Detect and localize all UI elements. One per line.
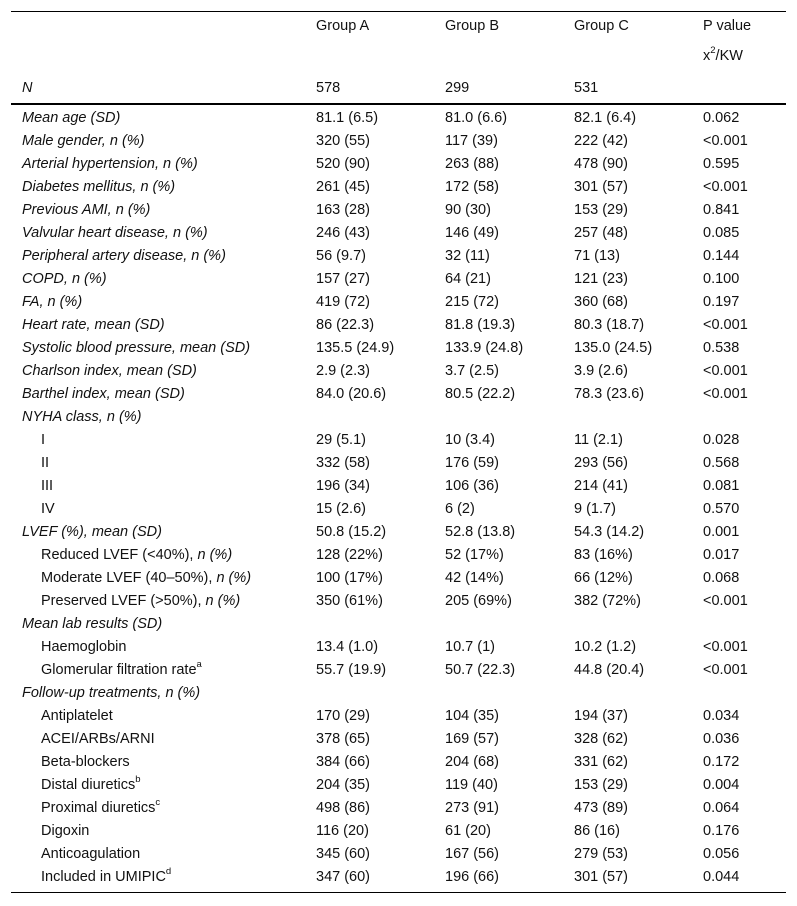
table-row bbox=[0, 475, 797, 498]
table-row bbox=[0, 498, 797, 521]
header-subrow bbox=[0, 45, 797, 68]
row-label bbox=[22, 613, 162, 636]
row-label-text: Barthel index, mean (SD) bbox=[22, 386, 185, 402]
row-label-text: Previous AMI, n (%) bbox=[22, 202, 151, 218]
p-value: 0.176 bbox=[703, 823, 740, 839]
group-c-value: 222 (42) bbox=[574, 133, 629, 149]
n-group-b: 299 bbox=[445, 80, 470, 96]
group-c-value: 214 (41) bbox=[574, 478, 629, 494]
group-b-value: 42 (14%) bbox=[445, 570, 504, 586]
row-label bbox=[41, 797, 160, 820]
row-label bbox=[41, 452, 49, 475]
row-label bbox=[41, 590, 240, 613]
p-value: 0.568 bbox=[703, 455, 740, 471]
group-b-value: 176 (59) bbox=[445, 455, 500, 471]
group-c-value: 11 (2.1) bbox=[574, 432, 623, 448]
table-row bbox=[0, 636, 797, 659]
row-label-text: Included in UMIPIC bbox=[41, 869, 166, 885]
group-a-value: 498 (86) bbox=[316, 800, 371, 816]
group-b-value: 81.8 (19.3) bbox=[445, 317, 516, 333]
group-a-value: 128 (22%) bbox=[316, 547, 383, 563]
row-label-text: LVEF (%), mean (SD) bbox=[22, 524, 162, 540]
group-b-value: 3.7 (2.5) bbox=[445, 363, 499, 379]
row-label-text: Beta-blockers bbox=[41, 754, 130, 770]
row-label-text: III bbox=[41, 478, 54, 494]
group-a-value: 29 (5.1) bbox=[316, 432, 366, 448]
n-group-a: 578 bbox=[316, 80, 341, 96]
row-label bbox=[41, 429, 45, 452]
row-label bbox=[41, 636, 126, 659]
group-a-value: 100 (17%) bbox=[316, 570, 383, 586]
group-b-value: 215 (72) bbox=[445, 294, 500, 310]
row-label bbox=[41, 843, 140, 866]
row-label bbox=[41, 820, 89, 843]
row-label-footnote: c bbox=[155, 797, 161, 809]
group-c-value: 194 (37) bbox=[574, 708, 629, 724]
p-value: 0.172 bbox=[703, 754, 740, 770]
group-c-value: 382 (72%) bbox=[574, 593, 641, 609]
group-a-value: 196 (34) bbox=[316, 478, 371, 494]
table-row bbox=[0, 567, 797, 590]
row-label-text: Mean lab results (SD) bbox=[22, 616, 163, 632]
table-row bbox=[0, 130, 797, 153]
group-a-value: 384 (66) bbox=[316, 754, 371, 770]
row-label bbox=[22, 521, 162, 544]
row-label bbox=[41, 567, 251, 590]
group-b-value: 104 (35) bbox=[445, 708, 500, 724]
group-b-value: 106 (36) bbox=[445, 478, 500, 494]
group-c-value: 82.1 (6.4) bbox=[574, 110, 637, 126]
group-c-value: 71 (13) bbox=[574, 248, 620, 264]
row-label-text: Male gender, n (%) bbox=[22, 133, 145, 149]
group-b-value: 10 (3.4) bbox=[445, 432, 495, 448]
group-c-value: 3.9 (2.6) bbox=[574, 363, 628, 379]
group-c-value: 86 (16) bbox=[574, 823, 620, 839]
row-label bbox=[22, 291, 82, 314]
group-b-value: 64 (21) bbox=[445, 271, 491, 287]
table-row bbox=[0, 659, 797, 682]
group-a-value: 332 (58) bbox=[316, 455, 371, 471]
row-label bbox=[41, 866, 171, 889]
group-a-value: 261 (45) bbox=[316, 179, 371, 195]
row-label-text: Preserved LVEF (>50%), bbox=[41, 593, 206, 609]
row-label bbox=[22, 199, 150, 222]
group-c-value: 360 (68) bbox=[574, 294, 629, 310]
p-value: 0.085 bbox=[703, 225, 740, 241]
group-a-value: 81.1 (6.5) bbox=[316, 110, 379, 126]
header-group-a: Group A bbox=[316, 18, 370, 34]
p-value: <0.001 bbox=[703, 133, 748, 149]
row-label-text: Moderate LVEF (40–50%), bbox=[41, 570, 217, 586]
table-row bbox=[0, 544, 797, 567]
row-label-footnote: a bbox=[196, 659, 202, 671]
row-label-text: IV bbox=[41, 501, 55, 517]
row-label-text: Arterial hypertension, n (%) bbox=[22, 156, 198, 172]
row-label bbox=[22, 130, 145, 153]
table-row bbox=[0, 429, 797, 452]
header-bottom-rule bbox=[11, 103, 786, 105]
p-value: 0.144 bbox=[703, 248, 740, 264]
table-row bbox=[0, 383, 797, 406]
group-c-value: 331 (62) bbox=[574, 754, 629, 770]
group-c-value: 83 (16%) bbox=[574, 547, 633, 563]
group-c-value: 44.8 (20.4) bbox=[574, 662, 645, 678]
group-b-value: 205 (69%) bbox=[445, 593, 512, 609]
p-value: 0.028 bbox=[703, 432, 740, 448]
group-c-value: 328 (62) bbox=[574, 731, 629, 747]
p-value: <0.001 bbox=[703, 317, 748, 333]
group-c-value: 10.2 (1.2) bbox=[574, 639, 637, 655]
group-a-value: 378 (65) bbox=[316, 731, 371, 747]
row-label-text: Mean age (SD) bbox=[22, 110, 121, 126]
group-a-value: 520 (90) bbox=[316, 156, 371, 172]
row-label-text: COPD, n (%) bbox=[22, 271, 107, 287]
row-label bbox=[41, 659, 202, 682]
row-label bbox=[22, 383, 185, 406]
row-label-text: FA, n (%) bbox=[22, 294, 83, 310]
group-c-value: 66 (12%) bbox=[574, 570, 633, 586]
p-value: 0.081 bbox=[703, 478, 740, 494]
group-b-value: 167 (56) bbox=[445, 846, 500, 862]
row-label-text: Proximal diuretics bbox=[41, 800, 156, 816]
p-value: 0.017 bbox=[703, 547, 740, 563]
group-b-value: 117 (39) bbox=[445, 133, 498, 149]
row-label bbox=[22, 682, 200, 705]
table-row bbox=[0, 452, 797, 475]
row-label bbox=[41, 774, 141, 797]
group-a-value: 204 (35) bbox=[316, 777, 371, 793]
group-b-value: 169 (57) bbox=[445, 731, 500, 747]
group-a-value: 2.9 (2.3) bbox=[316, 363, 370, 379]
table-row bbox=[0, 337, 797, 360]
group-c-value: 279 (53) bbox=[574, 846, 629, 862]
table-row bbox=[0, 268, 797, 291]
row-label-text: Digoxin bbox=[41, 823, 90, 839]
table-row bbox=[0, 843, 797, 866]
group-a-value: 84.0 (20.6) bbox=[316, 386, 387, 402]
table-row bbox=[0, 521, 797, 544]
group-b-value: 204 (68) bbox=[445, 754, 500, 770]
table-row bbox=[0, 774, 797, 797]
row-label bbox=[22, 245, 226, 268]
row-label-text: Haemoglobin bbox=[41, 639, 127, 655]
group-b-value: 61 (20) bbox=[445, 823, 491, 839]
group-b-value: 81.0 (6.6) bbox=[445, 110, 508, 126]
group-b-value: 172 (58) bbox=[445, 179, 500, 195]
group-c-value: 153 (29) bbox=[574, 202, 629, 218]
table-row bbox=[0, 613, 797, 636]
group-b-value: 10.7 (1) bbox=[445, 639, 495, 655]
table-row bbox=[0, 866, 797, 889]
group-b-value: 52.8 (13.8) bbox=[445, 524, 516, 540]
group-b-value: 6 (2) bbox=[445, 501, 475, 517]
group-c-value: 301 (57) bbox=[574, 869, 629, 885]
group-a-value: 116 (20) bbox=[316, 823, 369, 839]
group-c-value: 78.3 (23.6) bbox=[574, 386, 645, 402]
row-label-text: Glomerular filtration rate bbox=[41, 662, 197, 678]
row-label bbox=[41, 705, 113, 728]
p-value: 0.062 bbox=[703, 110, 740, 126]
row-label-text: I bbox=[41, 432, 46, 448]
row-label-footnote: d bbox=[165, 866, 172, 878]
p-value: <0.001 bbox=[703, 363, 748, 379]
p-value: 0.056 bbox=[703, 846, 740, 862]
group-a-value: 157 (27) bbox=[316, 271, 371, 287]
group-c-value: 257 (48) bbox=[574, 225, 629, 241]
group-c-value: 135.0 (24.5) bbox=[574, 340, 653, 356]
table-row bbox=[0, 199, 797, 222]
table-row bbox=[0, 176, 797, 199]
group-a-value: 419 (72) bbox=[316, 294, 371, 310]
group-b-value: 133.9 (24.8) bbox=[445, 340, 524, 356]
row-label-text: Valvular heart disease, n (%) bbox=[22, 225, 208, 241]
table-row bbox=[0, 590, 797, 613]
pvalue-sub-post: /KW bbox=[715, 48, 743, 64]
table-row bbox=[0, 682, 797, 705]
group-a-value: 135.5 (24.9) bbox=[316, 340, 395, 356]
p-value: 0.001 bbox=[703, 524, 740, 540]
table-row bbox=[0, 245, 797, 268]
row-label-text: Peripheral artery disease, n (%) bbox=[22, 248, 226, 264]
header-row bbox=[0, 18, 797, 38]
n-row bbox=[0, 80, 797, 100]
pvalue-sub-pre: x bbox=[703, 48, 711, 64]
row-label bbox=[41, 475, 53, 498]
row-label-text: Heart rate, mean (SD) bbox=[22, 317, 165, 333]
group-c-value: 9 (1.7) bbox=[574, 501, 616, 517]
p-value: 0.570 bbox=[703, 501, 740, 517]
row-label-footnote: b bbox=[135, 774, 141, 786]
group-b-value: 90 (30) bbox=[445, 202, 491, 218]
row-label-unit: n (%) bbox=[216, 570, 252, 586]
n-group-c: 531 bbox=[574, 80, 599, 96]
header-p-value: P value bbox=[703, 18, 752, 34]
p-value: <0.001 bbox=[703, 593, 748, 609]
p-value: 0.538 bbox=[703, 340, 740, 356]
group-c-value: 478 (90) bbox=[574, 156, 629, 172]
row-label-unit: n (%) bbox=[205, 593, 241, 609]
row-label-text: Follow-up treatments, n (%) bbox=[22, 685, 201, 701]
group-c-value: 293 (56) bbox=[574, 455, 629, 471]
group-c-value: 301 (57) bbox=[574, 179, 629, 195]
table-row bbox=[0, 820, 797, 843]
group-b-value: 80.5 (22.2) bbox=[445, 386, 516, 402]
group-a-value: 15 (2.6) bbox=[316, 501, 366, 517]
group-b-value: 146 (49) bbox=[445, 225, 500, 241]
row-label-text: Distal diuretics bbox=[41, 777, 136, 793]
table-row bbox=[0, 360, 797, 383]
p-value: <0.001 bbox=[703, 179, 748, 195]
group-c-value: 121 (23) bbox=[574, 271, 629, 287]
row-label bbox=[22, 406, 142, 429]
row-label-text: ACEI/ARBs/ARNI bbox=[41, 731, 155, 747]
group-b-value: 119 (40) bbox=[445, 777, 498, 793]
p-value: 0.068 bbox=[703, 570, 740, 586]
p-value: 0.595 bbox=[703, 156, 740, 172]
table-row bbox=[0, 314, 797, 337]
group-a-value: 347 (60) bbox=[316, 869, 371, 885]
table-row bbox=[0, 291, 797, 314]
row-label-unit: n (%) bbox=[197, 547, 233, 563]
p-value: <0.001 bbox=[703, 386, 748, 402]
table-row bbox=[0, 107, 797, 130]
group-b-value: 196 (66) bbox=[445, 869, 500, 885]
p-value: <0.001 bbox=[703, 639, 748, 655]
group-a-value: 56 (9.7) bbox=[316, 248, 366, 264]
group-c-value: 153 (29) bbox=[574, 777, 629, 793]
row-label bbox=[22, 153, 198, 176]
row-label-text: Anticoagulation bbox=[41, 846, 141, 862]
group-b-value: 32 (11) bbox=[445, 248, 490, 264]
p-value: 0.100 bbox=[703, 271, 740, 287]
table-row bbox=[0, 406, 797, 429]
table-row bbox=[0, 797, 797, 820]
group-a-value: 86 (22.3) bbox=[316, 317, 375, 333]
group-a-value: 350 (61%) bbox=[316, 593, 383, 609]
group-a-value: 320 (55) bbox=[316, 133, 371, 149]
row-label bbox=[22, 337, 250, 360]
row-label bbox=[22, 107, 120, 130]
row-label bbox=[22, 176, 175, 199]
row-label-text: Systolic blood pressure, mean (SD) bbox=[22, 340, 251, 356]
group-b-value: 52 (17%) bbox=[445, 547, 504, 563]
group-a-value: 163 (28) bbox=[316, 202, 371, 218]
p-value: <0.001 bbox=[703, 662, 748, 678]
group-b-value: 50.7 (22.3) bbox=[445, 662, 516, 678]
row-label bbox=[41, 544, 232, 567]
pvalue-sub-sup: 2 bbox=[710, 45, 716, 57]
table-row bbox=[0, 751, 797, 774]
row-label-text: Diabetes mellitus, n (%) bbox=[22, 179, 176, 195]
p-value: 0.841 bbox=[703, 202, 740, 218]
row-label-text: Charlson index, mean (SD) bbox=[22, 363, 197, 379]
row-label-text: Reduced LVEF (<40%), bbox=[41, 547, 198, 563]
group-a-value: 55.7 (19.9) bbox=[316, 662, 387, 678]
group-b-value: 263 (88) bbox=[445, 156, 500, 172]
row-label bbox=[22, 314, 165, 337]
p-value: 0.044 bbox=[703, 869, 740, 885]
p-value: 0.034 bbox=[703, 708, 740, 724]
table-bottom-rule bbox=[11, 892, 786, 893]
header-p-value-test bbox=[703, 45, 743, 64]
group-a-value: 246 (43) bbox=[316, 225, 371, 241]
table-top-rule bbox=[11, 11, 786, 12]
table-row bbox=[0, 728, 797, 751]
group-a-value: 170 (29) bbox=[316, 708, 371, 724]
group-b-value: 273 (91) bbox=[445, 800, 500, 816]
table-row bbox=[0, 153, 797, 176]
p-value: 0.004 bbox=[703, 777, 740, 793]
p-value: 0.036 bbox=[703, 731, 740, 747]
header-group-c: Group C bbox=[574, 18, 629, 34]
header-group-b: Group B bbox=[445, 18, 499, 34]
row-label bbox=[41, 728, 155, 751]
row-label-text: NYHA class, n (%) bbox=[22, 409, 142, 425]
group-a-value: 345 (60) bbox=[316, 846, 371, 862]
row-label bbox=[22, 222, 208, 245]
n-label: N bbox=[22, 80, 33, 96]
p-value: 0.064 bbox=[703, 800, 740, 816]
table-row bbox=[0, 222, 797, 245]
group-a-value: 50.8 (15.2) bbox=[316, 524, 387, 540]
row-label bbox=[41, 751, 130, 774]
row-label bbox=[22, 360, 197, 383]
row-label-text: Antiplatelet bbox=[41, 708, 113, 724]
table-row bbox=[0, 705, 797, 728]
p-value: 0.197 bbox=[703, 294, 740, 310]
group-a-value: 13.4 (1.0) bbox=[316, 639, 379, 655]
row-label bbox=[41, 498, 55, 521]
group-c-value: 80.3 (18.7) bbox=[574, 317, 645, 333]
row-label bbox=[22, 268, 107, 291]
group-c-value: 54.3 (14.2) bbox=[574, 524, 645, 540]
row-label-text: II bbox=[41, 455, 50, 471]
group-c-value: 473 (89) bbox=[574, 800, 629, 816]
